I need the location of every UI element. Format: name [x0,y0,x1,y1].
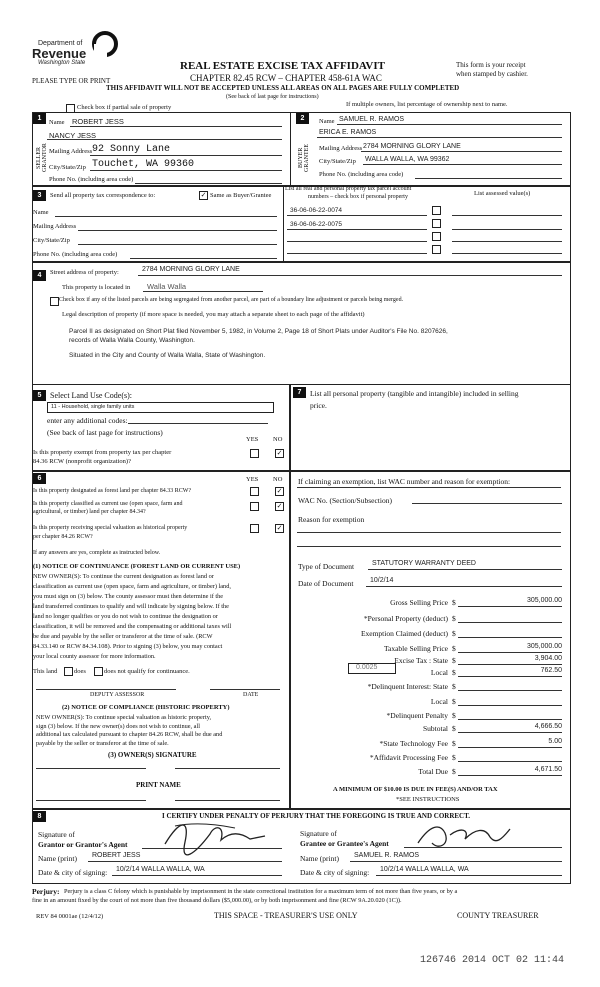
tax-row-label: Excise Tax : State [394,656,448,665]
does-not-label: does not qualify for continuance. [104,668,190,675]
notice-continuance-line: 84.33.140 or RCW 84.34.108). Prior to signing (3) below, you may contact [33,643,223,650]
tax-row-value[interactable]: 762.50 [540,667,562,674]
reason-line-1 [297,532,561,533]
section-4-box [32,261,571,385]
perjury-label: Perjury: [32,887,60,896]
seller-side-label: SELLER GRANTOR [36,143,48,173]
tax-row-currency: $ [452,644,456,653]
grantee-sig-label-2: Grantee or Grantee's Agent [300,839,389,848]
tax-row-line [458,606,562,607]
multiple-owners-note: If multiple owners, list percentage of ownership next to name. [346,101,508,108]
tax-row-value[interactable]: 305,000.00 [526,597,562,604]
additional-codes-label: enter any additional codes: [47,416,128,425]
notice-continuance-line: be due and payable by the seller or transferor at the time of sale. (RCW [33,633,213,640]
tax-row-value[interactable]: 4,671.50 [534,766,562,773]
land-use-code: 11 - Household, single family units [51,404,135,410]
doc-type-value[interactable]: STATUTORY WARRANTY DEED [372,560,476,567]
exemption-line [297,487,561,488]
tax-row-label: *Delinquent Penalty [386,711,448,720]
owner-signature-line-2 [175,768,280,769]
notice-continuance-line: your local county assessor for more information. [33,653,156,660]
assessed-line-2 [452,229,562,230]
section-6-number: 6 [33,473,46,484]
certify-statement: I CERTIFY UNDER PENALTY OF PERJURY THAT THE FOREGOING IS TRUE AND CORRECT. [162,812,471,820]
deputy-label: DEPUTY ASSESSOR [90,692,145,698]
seller-address[interactable]: 92 Sonny Lane [92,144,171,155]
doc-type-line [368,569,562,570]
tax-row-line [458,652,562,653]
buyer-name-label: Name [319,118,335,125]
tax-row-currency: $ [452,739,456,748]
seller-address-line [90,155,282,156]
tax-row-line [458,622,562,623]
parcel-number-2[interactable]: 36-06-06-22-0075 [290,221,343,228]
street-label: Street address of property: [50,269,119,276]
form-title: REAL ESTATE EXCISE TAX AFFIDAVIT [180,60,385,72]
buyer-city-line [363,164,562,165]
parcel-line-1 [287,215,427,216]
if-yes-note: If any answers are yes, complete as instructed below. [33,550,161,556]
grantor-name-print[interactable]: ROBERT JESS [92,852,141,859]
segregated-checkbox[interactable] [50,297,59,306]
parcels-header-1: List all real and personal property tax parcel account [285,186,412,192]
tax-row-label: Taxable Selling Price [383,644,448,653]
divider-1-2 [290,112,291,185]
receipt-note-2: when stamped by cashier. [456,70,528,78]
correspondence-label: Send all property tax correspondence to: [50,192,156,199]
section-4-number: 4 [33,270,46,281]
notice-compliance-line: additional tax calculated pursuant to chapter 84.26 RCW, shall be due and [36,731,223,738]
wac-label: WAC No. (Section/Subsection) [298,496,392,505]
county-treasurer: COUNTY TREASURER [457,911,539,920]
form-chapter: CHAPTER 82.45 RCW – CHAPTER 458-61A WAC [190,73,382,83]
forest-no-checkbox[interactable]: ✓ [276,487,283,495]
tax-row-label: *Personal Property (deduct) [363,614,448,623]
buyer-address-label: Mailing Address [319,145,363,152]
buyer-phone-label: Phone No. (including area code) [319,171,404,178]
tax-row-currency: $ [452,656,456,665]
tax-row-label: Total Due [418,767,448,776]
grantor-date-city[interactable]: 10/2/14 WALLA WALLA, WA [116,866,205,873]
grantor-name-print-label: Name (print) [38,854,77,863]
current-use-question-1: Is this property classified as current use (open space, farm and [33,501,183,507]
doc-type-label: Type of Document [298,562,355,571]
reason-line-2 [297,546,561,547]
section-8-number: 8 [33,811,46,822]
tax-row-value[interactable]: 5.00 [548,738,562,745]
partial-sale-label: Check box if partial sale of property [77,104,172,111]
legal-line-2: records of Walla Walla County, Washington. [69,337,195,344]
notice-continuance-title: (1) NOTICE OF CONTINUANCE (FOREST LAND OR CURRENT USE) [33,563,241,570]
grantee-signature[interactable] [410,815,520,855]
grantee-name-print-label: Name (print) [300,854,339,863]
buyer-side-label: BUYER GRANTEE [298,144,310,172]
tax-row-currency: $ [452,697,456,706]
doc-date-value[interactable]: 10/2/14 [370,577,394,584]
same-as-label: Same as Buyer/Grantee [210,192,272,199]
tax-row-label: Exemption Claimed (deduct) [360,629,448,638]
wac-line [412,503,562,504]
section-2-number: 2 [296,113,309,124]
exemption-label: If claiming an exemption, list WAC number and reason for exemption: [298,477,511,486]
yes-header-6: YES [246,476,259,483]
logo-line1: Department of [38,40,83,47]
grantee-name-line [350,861,562,862]
perjury-text-1: Perjury is a class C felony which is punishable by imprisonment in the state correctional institution for a maximum term of not more than five years, or by a [64,888,458,895]
personal-property-label-2: price. [310,401,327,410]
grantor-name-line [88,861,282,862]
seller-name-label: Name [49,119,65,126]
owner-signature-line-1 [36,768,146,769]
logo-line3: Washington State [38,60,86,66]
no-header-5: NO [273,436,283,443]
tax-row-line [458,637,562,638]
parcel-pp-checkbox-1[interactable] [432,206,441,215]
tax-row-line [458,747,562,748]
parcel-line-3 [287,241,427,242]
grantee-date-line [376,875,562,876]
section-5-number: 5 [33,390,46,401]
no-header-6: NO [273,476,283,483]
see-back: (See back of last page for instructions) [226,94,319,100]
revenue-logo [32,30,122,70]
notice-continuance-line: classification, it will be removed and the compensating or additional taxes will [33,623,232,630]
deputy-date-line [210,689,280,690]
notice-compliance-title: (2) NOTICE OF COMPLIANCE (HISTORIC PROPERTY) [62,704,230,711]
yes-header-5: YES [246,436,259,443]
tax-row-label: Gross Selling Price [390,598,448,607]
seller-phone-line [135,183,282,184]
forest-question: Is this property designated as forest land per chapter 84.33 RCW? [33,488,192,494]
deputy-date-label: DATE [243,692,259,698]
corr-address-line [78,230,277,231]
legal-line-1: Parcel II as designated on Short Plat filed November 5, 1982, in Volume 2, Page 18 of Short Plats under Auditor's File No. 8207626, [69,328,448,335]
corr-name-label: Name [33,209,49,216]
tax-row-line [458,732,562,733]
corr-name-line [55,216,277,217]
grantor-signature[interactable] [155,814,275,859]
seller-phone-label: Phone No. (including area code) [49,176,134,183]
street-value[interactable]: 2784 MORNING GLORY LANE [142,266,240,273]
corr-address-label: Mailing Address [33,223,77,230]
doc-date-label: Date of Document [298,579,354,588]
corr-phone-line [130,258,277,259]
tax-row-currency: $ [452,629,456,638]
tax-row-currency: $ [452,724,456,733]
buyer-city-label: City/State/Zip [319,158,356,165]
located-value[interactable]: Walla Walla [147,282,187,291]
notice-continuance-line: you must sign on (3) below. The county assessor must then determine if the [33,593,224,600]
tax-row-line [458,676,562,677]
this-land-label: This land [33,668,58,675]
exempt-yes-checkbox[interactable] [250,449,259,458]
tax-row-line [458,664,562,665]
treasurer-space: THIS SPACE - TREASURER'S USE ONLY [214,911,358,920]
notice-compliance-line: NEW OWNER(S): To continue special valuation as historic property, [36,714,212,721]
tax-row-value[interactable]: 3,904.00 [534,655,562,662]
assessed-line-3 [452,241,562,242]
seller-name2-line [47,139,282,140]
parcel-line-4 [287,253,427,254]
tax-row-currency: $ [452,668,456,677]
seller-city-line [90,170,282,171]
tax-row-line [458,690,562,691]
tax-row-label: *Affidavit Processing Fee [369,753,448,762]
notice-continuance-line: land no longer qualifies or you do not wish to continue the designation or [33,613,218,620]
tax-row-line [458,761,562,762]
assessed-line-4 [452,253,562,254]
local-rate-value: 0.0025 [356,664,378,671]
historic-no-checkbox[interactable]: ✓ [276,524,283,532]
corr-phone-label: Phone No. (including area code) [33,251,118,258]
exempt-question-1: Is this property exempt from property tax per chapter [33,449,172,456]
does-not-checkbox[interactable] [94,667,103,676]
seller-name-line [70,126,282,127]
corr-city-label: City/State/Zip [33,237,70,244]
tax-row-line [458,775,562,776]
notice-continuance-line: classification as current use (open space, farm and agriculture, or timber) land, [33,583,231,590]
does-label: does [74,668,86,675]
tax-row-value[interactable]: 4,666.50 [534,723,562,730]
exempt-question-2: 84.36 RCW (nonprofit organization)? [33,458,131,465]
section-3-number: 3 [33,190,46,201]
divider-3 [283,185,284,261]
segregated-label: Check box if any of the listed parcels are being segregated from another parcel, are part of a boundary line adjustment or parcels being merged. [59,297,404,303]
forest-yes-checkbox[interactable] [250,487,259,496]
parcel-pp-checkbox-3[interactable] [432,232,441,241]
perjury-text-2: fine in an amount fixed by the court of not more than five thousand dollars ($5,000.00), or by both imprisonment and fine (RCW 9A.20.020 (1C)). [32,897,402,904]
owner-signature-label: (3) OWNER(S) SIGNATURE [108,751,197,759]
assessed-line-1 [452,215,562,216]
grantee-date-label: Date & city of signing: [300,868,370,877]
notice-continuance-line: NEW OWNER(S): To continue the current designation as forest land or [33,573,214,580]
parcel-line-2 [287,229,427,230]
grantee-name-print[interactable]: SAMUEL R. RAMOS [354,852,420,859]
grantor-date-line [112,875,282,876]
tax-row-currency: $ [452,711,456,720]
section-1-number: 1 [33,113,46,124]
parcels-header-2: numbers – check box if personal property [308,194,408,200]
minimum-note: A MINIMUM OF $10.00 IS DUE IN FEE(S) AND/OR TAX [333,786,498,793]
cashier-stamp: 126746 2014 OCT 02 11:44 [420,955,565,966]
tax-row-label: Local [430,697,448,706]
tax-row-line [458,705,562,706]
print-name-line-2 [175,800,280,801]
current-use-no-checkbox[interactable]: ✓ [276,502,283,510]
section-6-box [32,470,291,810]
tax-row-label: *State Technology Fee [379,739,448,748]
located-line [143,291,263,292]
land-use-label: Select Land Use Code(s): [50,391,132,400]
parcel-pp-checkbox-2[interactable] [432,219,441,228]
seller-name2[interactable]: NANCY JESS [49,131,96,140]
buyer-phone-line [415,178,562,179]
form-warning: THIS AFFIDAVIT WILL NOT BE ACCEPTED UNLESS ALL AREAS ON ALL PAGES ARE FULLY COMPLETED [106,84,460,92]
please-type: PLEASE TYPE OR PRINT [32,77,111,85]
grantor-sig-label-1: Signature of [38,830,75,839]
buyer-name-line [337,124,562,125]
seller-city[interactable]: Touchet, WA 99360 [92,159,195,170]
tax-row-label: Local [430,668,448,677]
legal-label: Legal description of property (if more space is needed, you may attach a separate sheet to each page of the affidavit) [62,311,365,318]
seller-name[interactable]: ROBERT JESS [72,117,124,126]
section-7-number: 7 [293,387,306,398]
historic-question-2: per chapter 84.26 RCW? [33,534,93,540]
street-line [138,275,562,276]
notice-continuance-line: land transferred continues to qualify and will indicate by signing below. If the [33,603,229,610]
land-use-see-back: (See back of last page for instructions) [47,428,163,437]
tax-row-currency: $ [452,767,456,776]
same-as-checkbox[interactable]: ✓ [200,191,207,199]
parcel-number-1[interactable]: 36-06-06-22-0074 [290,207,343,214]
does-checkbox[interactable] [64,667,73,676]
historic-question-1: Is this property receiving special valuation as historical property [33,525,188,531]
print-name-label: PRINT NAME [136,781,181,789]
buyer-address[interactable]: 2784 MORNING GLORY LANE [363,143,461,150]
corr-city-line [78,244,277,245]
buyer-name2[interactable]: ERICA E. RAMOS [319,129,377,136]
buyer-name[interactable]: SAMUEL R. RAMOS [339,116,405,123]
legal-line-3: Situated in the City and County of Walla Walla, State of Washington. [69,352,266,359]
grantor-sig-label-2: Grantor or Grantor's Agent [38,840,128,849]
tax-row-value[interactable]: 305,000.00 [526,643,562,650]
rev-number: REV 84 0001ae (12/4/12) [36,913,104,920]
grantor-date-label: Date & city of signing: [38,868,108,877]
additional-codes-line [128,423,268,424]
buyer-city[interactable]: WALLA WALLA, WA 99362 [365,156,450,163]
tax-row-currency: $ [452,614,456,623]
seller-address-label: Mailing Address [49,148,93,155]
logo-line2: Revenue [32,46,87,61]
tax-row-label: *Delinquent Interest: State [367,682,448,691]
receipt-note-1: This form is your receipt [456,61,526,69]
tax-row-currency: $ [452,753,456,762]
personal-property-label-1: List all personal property (tangible and intangible) included in selling [310,389,519,398]
grantee-sig-label-1: Signature of [300,829,337,838]
notice-compliance-line: sign (3) below. If the new owner(s) does not wish to continue, all [36,722,200,730]
exempt-no-checkbox[interactable]: ✓ [276,449,283,457]
notice-compliance-line: payable by the seller or transferor at the time of sale. [36,739,169,747]
current-use-yes-checkbox[interactable] [250,502,259,511]
grantee-date-city[interactable]: 10/2/14 WALLA WALLA, WA [380,866,469,873]
buyer-name2-line [317,137,562,138]
deputy-line [36,689,176,690]
tax-row-label: Subtotal [422,724,448,733]
see-instructions-note: *SEE INSTRUCTIONS [396,796,460,803]
seller-city-label: City/State/Zip [49,164,86,171]
tax-row-line [458,719,562,720]
doc-date-line [366,586,562,587]
tax-row-currency: $ [452,682,456,691]
historic-yes-checkbox[interactable] [250,524,259,533]
reason-label: Reason for exemption [298,515,365,524]
assessed-header: List assessed value(s) [474,190,531,197]
print-name-line-1 [36,800,146,801]
parcel-pp-checkbox-4[interactable] [432,245,441,254]
tax-row-currency: $ [452,598,456,607]
located-label: This property is located in [62,284,131,291]
buyer-address-line [361,151,562,152]
current-use-question-2: agricultural, or timber) land per chapter 84.34? [33,509,146,515]
